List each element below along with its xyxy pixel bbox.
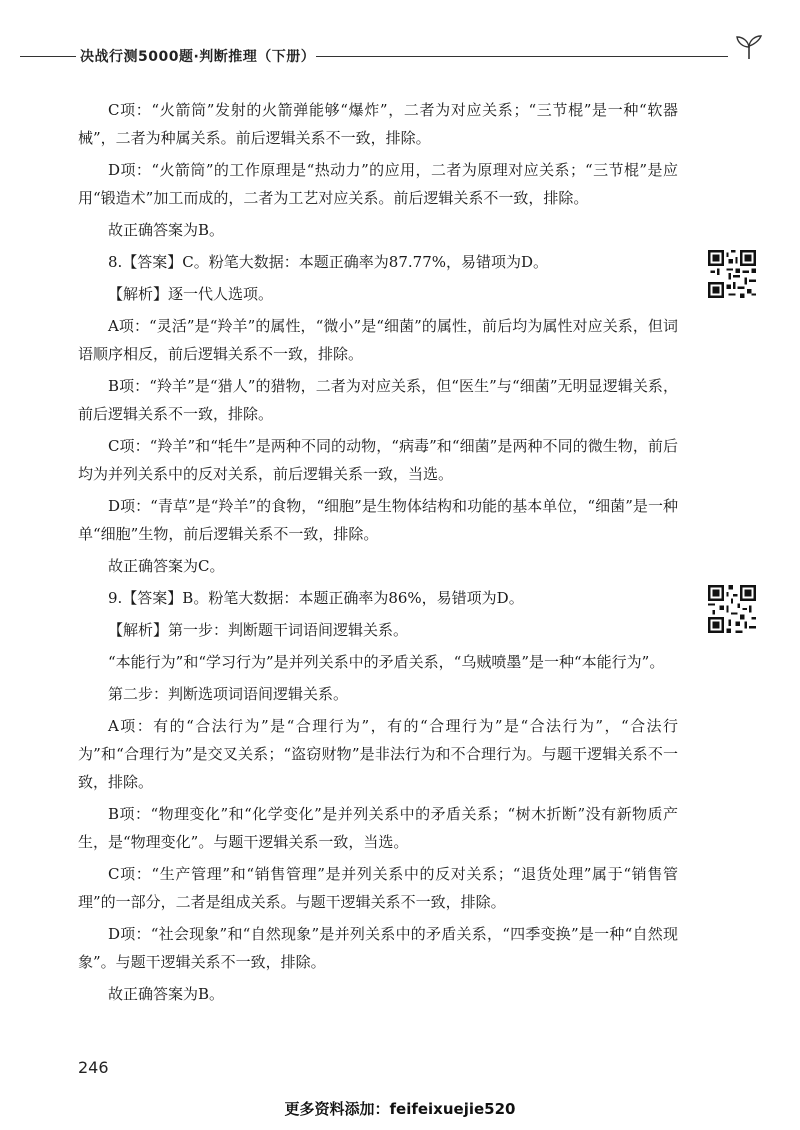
qr-code-icon[interactable] bbox=[708, 585, 756, 633]
analysis-heading: 【解析】逐一代人选项。 bbox=[108, 285, 274, 303]
paragraph: C项：“火箭筒”发射的火箭弹能够“爆炸”，二者为对应关系；“三节棍”是一种“软器械”，二者为种属关系。前后逻辑关系不一致，排除。 bbox=[78, 101, 678, 147]
paragraph: 故正确答案为C。 bbox=[108, 557, 225, 575]
answer-explanation-body bbox=[78, 96, 678, 1012]
paragraph: 故正确答案为B。 bbox=[108, 985, 225, 1003]
sprout-icon bbox=[734, 34, 764, 60]
paragraph: 故正确答案为B。 bbox=[108, 221, 225, 239]
paragraph: A项：有的“合法行为”是“合理行为”，有的“合理行为”是“合法行为”，“合法行为”和“合理行为”是交叉关系；“盗窃财物”是非法行为和不合理行为。与题干逻辑关系不一致，排除。 bbox=[78, 717, 678, 791]
header-rule-right bbox=[316, 56, 728, 57]
page-number: 246 bbox=[78, 1058, 109, 1077]
paragraph: B项：“羚羊”是“猎人”的猎物，二者为对应关系，但“医生”与“细菌”无明显逻辑关系，前后逻辑关系不一致，排除。 bbox=[78, 377, 678, 423]
answer-heading-q8: 8.【答案】C。粉笔大数据：本题正确率为87.77%，易错项为D。 bbox=[108, 253, 549, 271]
paragraph: C项：“羚羊”和“牦牛”是两种不同的动物，“病毒”和“细菌”是两种不同的微生物，前后均为并列关系中的反对关系，前后逻辑关系一致，当选。 bbox=[78, 437, 678, 483]
answer-heading-q9: 9.【答案】B。粉笔大数据：本题正确率为86%，易错项为D。 bbox=[108, 589, 524, 607]
header-rule-left bbox=[20, 56, 76, 57]
paragraph: “本能行为”和“学习行为”是并列关系中的矛盾关系，“乌贼喷墨”是一种“本能行为”。 bbox=[108, 653, 665, 671]
paragraph: D项：“社会现象”和“自然现象”是并列关系中的矛盾关系，“四季变换”是一种“自然现象”。与题干逻辑关系不一致，排除。 bbox=[78, 925, 678, 971]
running-header-title: 决战行测5000题·判断推理（下册） bbox=[80, 49, 316, 65]
paragraph: 第二步：判断选项词语间逻辑关系。 bbox=[108, 685, 349, 703]
paragraph: D项：“火箭筒”的工作原理是“热动力”的应用，二者为原理对应关系；“三节棍”是应用“锻造术”加工而成的，二者为工艺对应关系。前后逻辑关系不一致，排除。 bbox=[78, 161, 678, 207]
paragraph: C项：“生产管理”和“销售管理”是并列关系中的反对关系；“退货处理”属于“销售管理”的一部分，二者是组成关系。与题干逻辑关系不一致，排除。 bbox=[78, 865, 678, 911]
paragraph: B项：“物理变化”和“化学变化”是并列关系中的矛盾关系；“树木折断”没有新物质产生，是“物理变化”。与题干逻辑关系一致，当选。 bbox=[78, 805, 678, 851]
paragraph: A项：“灵活”是“羚羊”的属性，“微小”是“细菌”的属性，前后均为属性对应关系，但词语顺序相反，前后逻辑关系不一致，排除。 bbox=[78, 317, 678, 363]
paragraph: D项：“青草”是“羚羊”的食物，“细胞”是生物体结构和功能的基本单位，“细菌”是一种单“细胞”生物，前后逻辑关系不一致，排除。 bbox=[78, 497, 678, 543]
footer-note: 更多资料添加：feifeixuejie520 bbox=[284, 1100, 516, 1118]
qr-code-icon[interactable] bbox=[708, 250, 756, 298]
analysis-heading: 【解析】第一步：判断题干词语间逻辑关系。 bbox=[108, 621, 409, 639]
